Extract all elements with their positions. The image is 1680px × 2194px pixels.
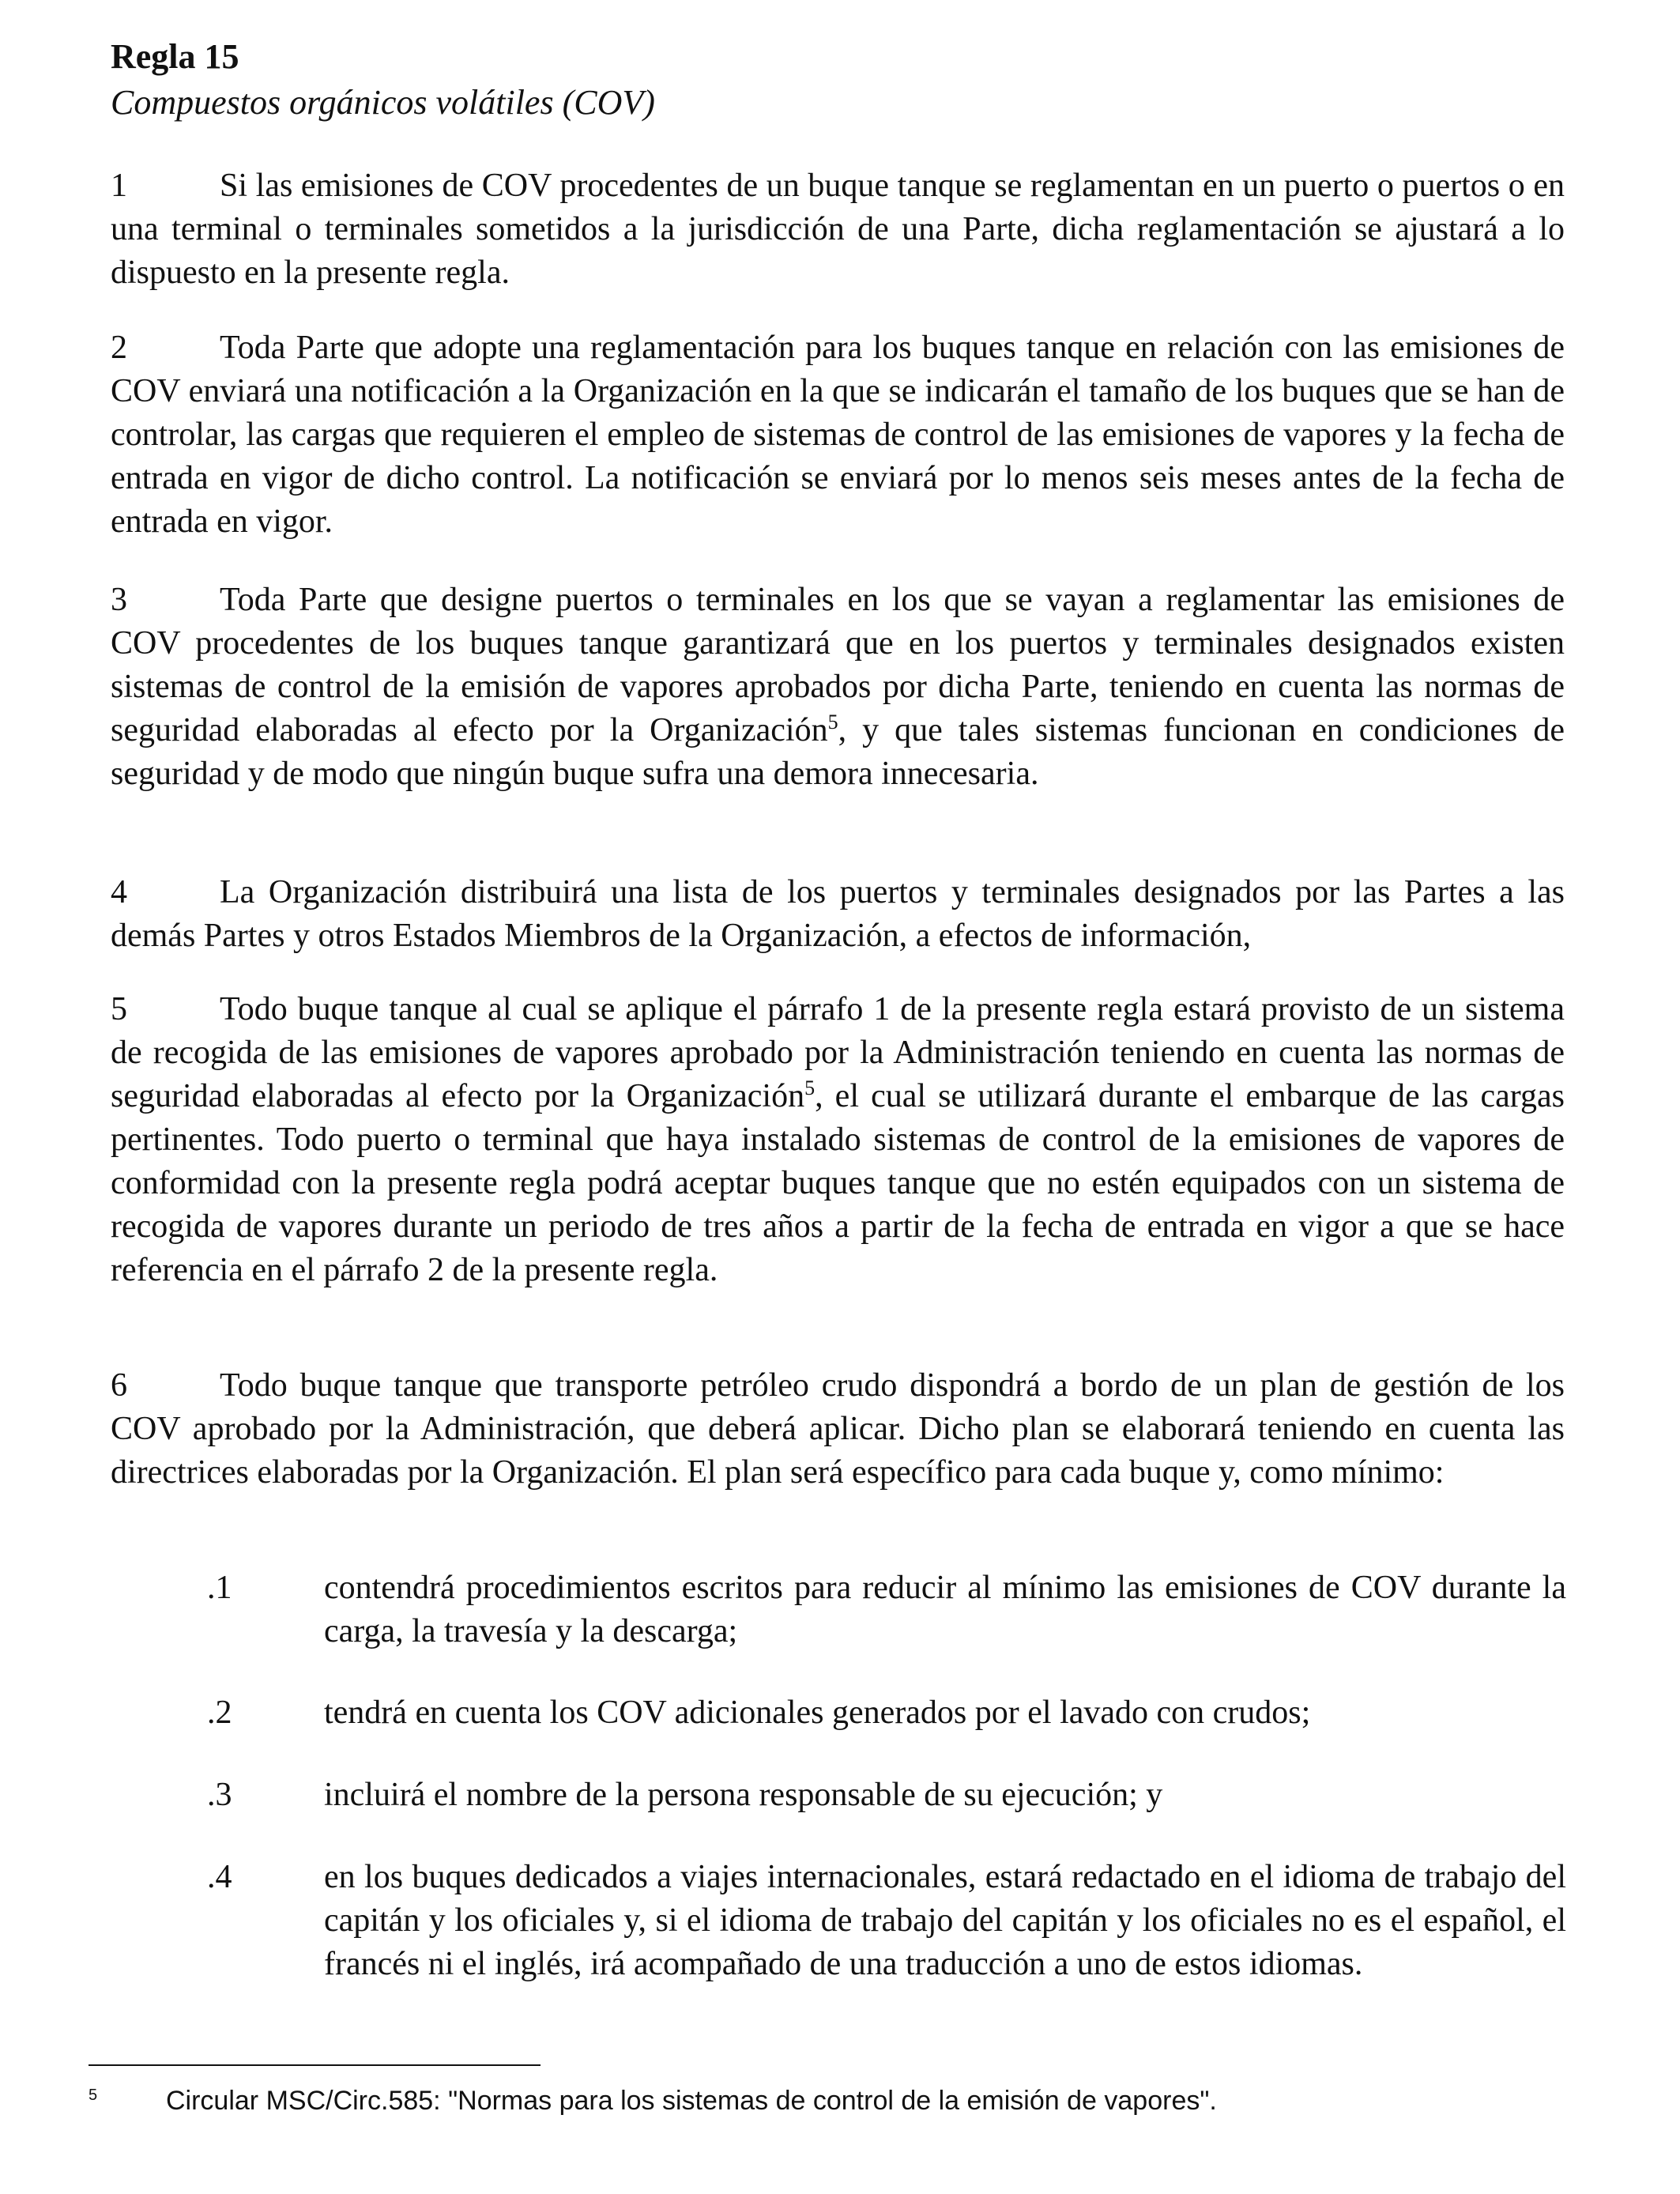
- rule-number: Regla 15: [111, 37, 239, 76]
- list-item-text: en los buques dedicados a viajes internacionales, estará redactado en el idioma de trabajo del capitán y los oficiales y, si el idioma de trabajo del capitán y los oficiales no es el español, el francés ni el inglés, irá acompañado de una traducción a uno de estos idiomas.: [324, 1859, 1566, 1982]
- list-item-number: .1: [207, 1570, 232, 1606]
- paragraph-number: 5: [111, 991, 127, 1027]
- footnote-reference: 5: [804, 1076, 816, 1099]
- footnote: 5 Circular MSC/Circ.585: "Normas para los sistemas de control de la emisión de vapores".: [89, 2086, 1217, 2116]
- paragraph-text: Toda Parte que adopte una reglamentación para los buques tanque en relación con las emisiones de COV enviará una notificación a la Organización en la que se indicarán el tamaño de los buques que se han de controlar, las cargas que requieren el empleo de sistemas de control de las emisiones de vapores y la fecha de entrada en vigor de dicho control. La notificación se enviará por lo menos seis meses antes de la fecha de entrada en vigor.: [111, 330, 1565, 540]
- paragraph-text: La Organización distribuirá una lista de los puertos y terminales designados por las Partes a las demás Partes y otros Estados Miembros de la Organización, a efectos de información,: [111, 874, 1565, 954]
- list-item-text: incluirá el nombre de la persona responsable de su ejecución; y: [324, 1777, 1163, 1813]
- list-item-text: tendrá en cuenta los COV adicionales generados por el lavado con crudos;: [324, 1695, 1311, 1731]
- paragraph-number: 3: [111, 582, 127, 618]
- paragraph-number: 4: [111, 874, 127, 910]
- paragraph-text: Si las emisiones de COV procedentes de un buque tanque se reglamentan en un puerto o puertos o en una terminal o terminales sometidos a la jurisdicción de una Parte, dicha reglamentación se ajustará a lo dispuesto en la presente regla.: [111, 168, 1565, 291]
- paragraph-text-continued: , y que tales sistemas funcionan en condiciones de seguridad y de modo que ningún buque sufra una demora innecesaria.: [111, 712, 1565, 792]
- paragraph-3: [111, 579, 1565, 796]
- paragraph-5: [111, 988, 1565, 1292]
- list-item: [207, 1691, 1566, 1735]
- paragraph-number: 6: [111, 1367, 127, 1404]
- paragraph-1: [111, 164, 1565, 295]
- paragraph-text: Todo buque tanque que transporte petróleo crudo dispondrá a bordo de un plan de gestión de los COV aprobado por la Administración, que deberá aplicar. Dicho plan se elaborará teniendo en cuenta las directrices elaboradas por la Organización. El plan será específico para cada buque y, como mínimo:: [111, 1367, 1565, 1491]
- paragraph-6: [111, 1364, 1565, 1495]
- list-item: [207, 1856, 1566, 1986]
- list-item-number: .4: [207, 1859, 232, 1895]
- list-item-number: .2: [207, 1695, 232, 1731]
- footnote-text: Circular MSC/Circ.585: "Normas para los sistemas de control de la emisión de vapores".: [166, 2086, 1217, 2116]
- paragraph-text: Todo buque tanque al cual se aplique el párrafo 1 de la presente regla estará provisto de un sistema de recogida de las emisiones de vapores aprobado por la Administración teniendo en cuenta las normas de seguridad elaboradas al efecto por la Organización: [111, 991, 1565, 1114]
- paragraph-text: Toda Parte que designe puertos o terminales en los que se vayan a reglamentar las emisiones de COV procedentes de los buques tanque garantizará que en los puertos y terminales designados existen sistemas de control de la emisión de vapores aprobados por dicha Parte, teniendo en cuenta las normas de seguridad elaboradas al efecto por la Organización: [111, 582, 1565, 748]
- rule-title: Compuestos orgánicos volátiles (COV): [111, 83, 655, 122]
- paragraph-number: 2: [111, 330, 127, 366]
- list-item-number: .3: [207, 1777, 232, 1813]
- footnote-reference: 5: [827, 711, 838, 733]
- list-item-text: contendrá procedimientos escritos para reducir al mínimo las emisiones de COV durante la carga, la travesía y la descarga;: [324, 1570, 1566, 1649]
- footnote-separator: [89, 2064, 541, 2066]
- paragraph-text-continued: , el cual se utilizará durante el embarque de las cargas pertinentes. Todo puerto o terminal que haya instalado sistemas de control de la emisiones de vapores de conformidad con la presente regla podrá aceptar buques tanque que no estén equipados con un sistema de recogida de vapores durante un periodo de tres años a partir de la fecha de entrada en vigor a que se hace referencia en el párrafo 2 de la presente regla.: [111, 1078, 1565, 1288]
- list-item: [207, 1774, 1566, 1817]
- paragraph-number: 1: [111, 168, 127, 204]
- paragraph-2: [111, 326, 1565, 544]
- list-item: [207, 1566, 1566, 1653]
- paragraph-4: [111, 871, 1565, 958]
